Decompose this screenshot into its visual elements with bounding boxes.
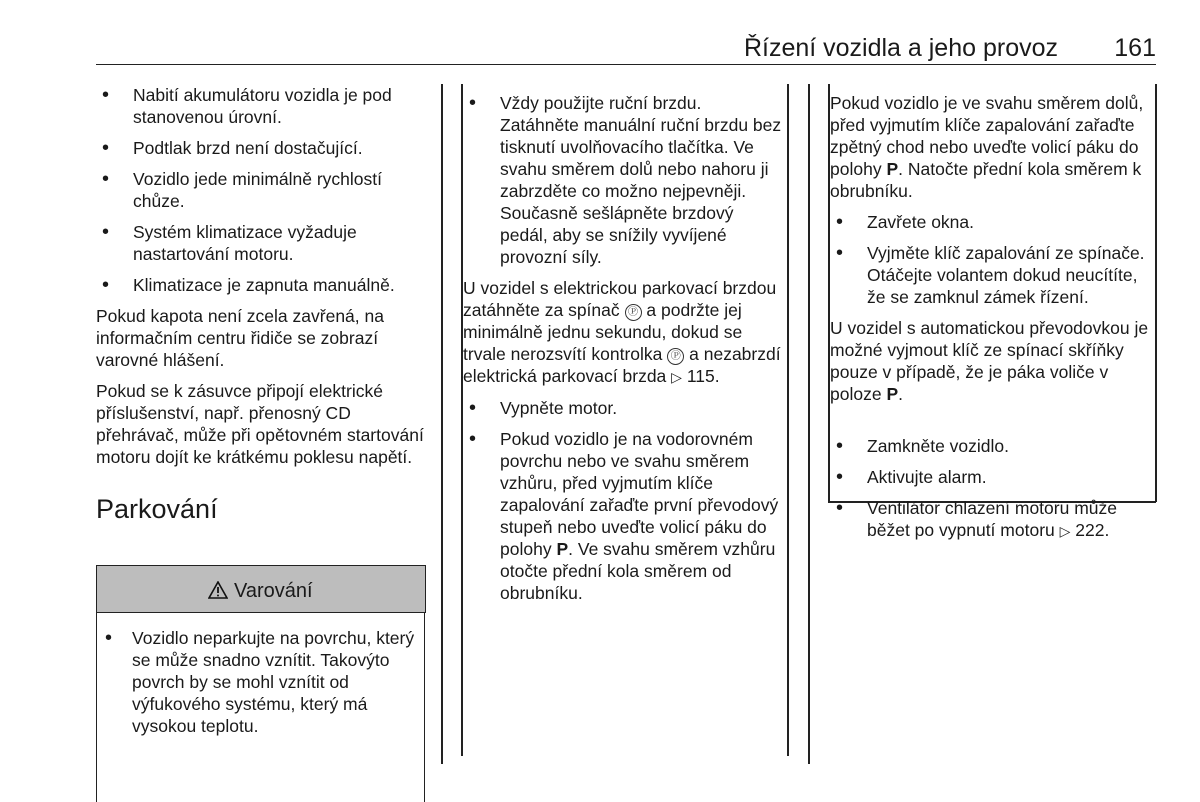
warning-body xyxy=(97,613,424,737)
warning-title: Varování xyxy=(233,579,313,602)
page-number: 161 xyxy=(1114,34,1156,62)
chapter-title: Řízení vozidla a jeho provoz xyxy=(743,34,1058,62)
note-automatic: U vozidel s automatickou převodovkou je možné vyjmout klíč ze spínací skříňky pouze v případě, že je páka voliče v poloze P. xyxy=(830,318,1149,404)
list-item: • Vypněte motor. xyxy=(463,397,783,419)
section-heading: Parkování xyxy=(96,494,218,524)
list-item: • Vyjměte klíč zapalování ze spínače. Otáčejte volantem dokud neucítíte, že se zamknul zámek řízení. xyxy=(830,242,1160,308)
column-3 xyxy=(830,92,1160,551)
condition-list xyxy=(96,84,426,296)
warning-item: • Vozidlo neparkujte na povrchu, který se může snadno vznítit. Takovýto povrch by se mohl vznítit od výfukového systému, který má vysokou teplotu. xyxy=(99,627,424,737)
column-2 xyxy=(463,92,783,613)
list-item: • Zavřete okna. xyxy=(830,211,1160,233)
page-ref[interactable]: 222. xyxy=(1075,520,1110,540)
column-divider xyxy=(808,84,810,764)
list-item: • Podtlak brzd není dostačující. xyxy=(96,137,426,159)
warning-box xyxy=(96,566,425,802)
column-1 xyxy=(96,84,426,534)
list-item: • Ventilátor chlazení motoru může běžet po vypnutí motoru ▷ 222. xyxy=(830,497,1160,542)
list-item: • Vždy použijte ruční brzdu. Zatáhněte manuální ruční brzdu bez tisknutí uvolňovacího tlačítka. Ve svahu směrem dolů nebo nahoru ji zabrzděte co možno nejpevněji. Současně sešlápněte brzdový pedál, aby se snížily vyvíjené provozní síly. xyxy=(463,92,783,268)
note-electric-brake: U vozidel s elektrickou parkovací brzdou zatáhněte za spínač Ⓟ a podržte jej minimálně jednu sekundu, dokud se trvale nerozsvítí kontrolka Ⓟ a nezabrzdí elektrická parkovací brzda ▷ 115. xyxy=(463,278,781,386)
list-item: • Zamkněte vozidlo. xyxy=(830,435,1160,457)
warning-header xyxy=(96,565,426,613)
warning-triangle-icon xyxy=(208,580,234,602)
note-downhill: Pokud vozidlo je ve svahu směrem dolů, před vyjmutím klíče zapalování zařaďte zpětný chod nebo uveďte volicí páku do polohy P. Natočte přední kola směrem k obrubníku. xyxy=(830,93,1144,201)
page-header xyxy=(96,30,1156,65)
paragraph-accessory: Pokud se k zásuvce připojí elektrické příslušenství, např. přenosný CD přehrávač, může při opětovném startování motoru dojít ke krátkému poklesu napětí. xyxy=(96,381,424,467)
page-ref-arrow-icon: ▷ xyxy=(1059,523,1071,539)
paragraph-hood: Pokud kapota není zcela zavřená, na informačním centru řidiče se zobrazí varovné hlášení. xyxy=(96,306,384,370)
list-item: • Nabití akumulátoru vozidla je pod stanovenou úrovní. xyxy=(96,84,426,128)
page-ref-arrow-icon: ▷ xyxy=(671,369,682,385)
list-item: • Pokud vozidlo je na vodorovném povrchu nebo ve svahu směrem vzhůru, před vyjmutím klíče zapalování zařaďte první převodový stupeň nebo uveďte volicí páku do polohy P. Ve svahu směrem vzhůru otočte přední kola směrem od obrubníku. xyxy=(463,428,783,604)
list-item: • Klimatizace je zapnuta manuálně. xyxy=(96,274,426,296)
parking-brake-icon: Ⓟ xyxy=(667,348,684,365)
list-item: • Aktivujte alarm. xyxy=(830,466,1160,488)
column-divider xyxy=(441,84,443,764)
page-ref[interactable]: 115. xyxy=(686,366,720,386)
parking-brake-icon: Ⓟ xyxy=(625,304,642,321)
col2-frame-right xyxy=(787,84,789,756)
list-item: • Systém klimatizace vyžaduje nastartování motoru. xyxy=(96,221,426,265)
list-item: • Vozidlo jede minimálně rychlostí chůze. xyxy=(96,168,426,212)
